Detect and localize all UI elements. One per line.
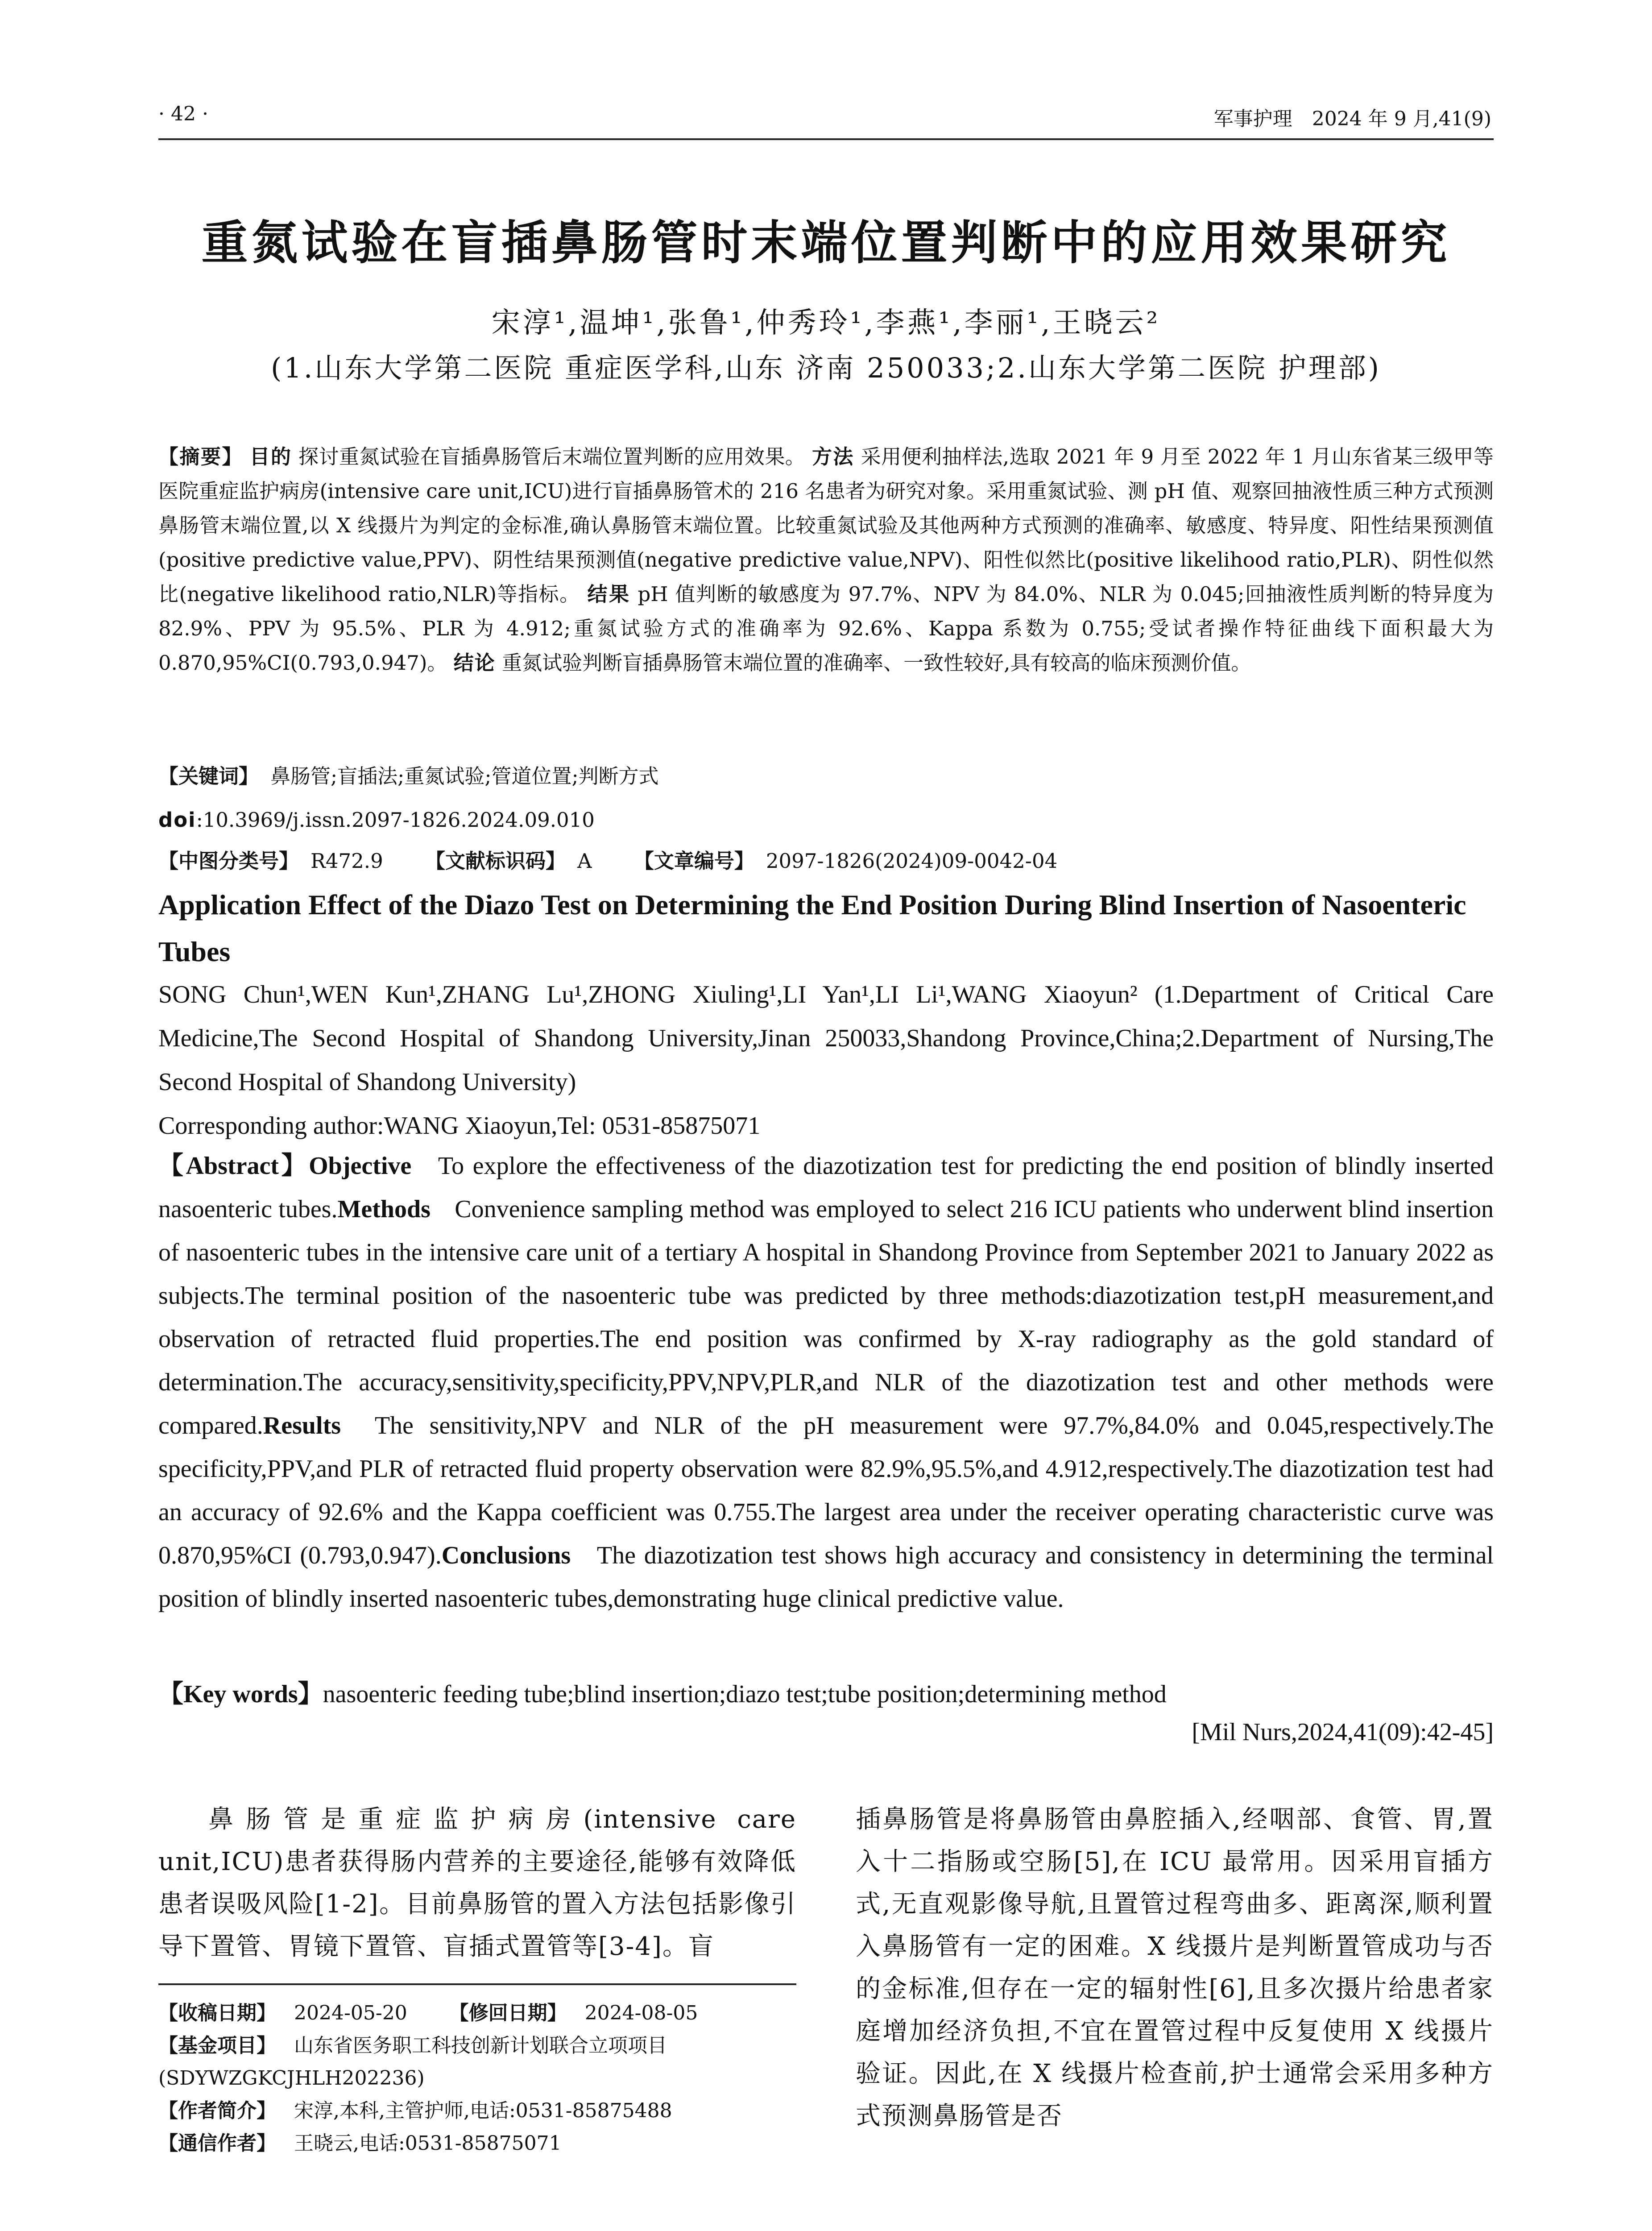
fund-label: 【基金项目】 [158,2034,276,2057]
objective-en-label: Objective [309,1152,412,1180]
clc-label: 【中图分类号】 [158,849,299,873]
conclusion-cn-label: 结论 [453,651,496,675]
citation: [Mil Nurs,2024,41(09):42-45] [1192,1718,1494,1746]
english-authors: SONG Chun¹,WEN Kun¹,ZHANG Lu¹,ZHONG Xiuling¹,LI Yan¹,LI Li¹,WANG Xiaoyun² (1.Department of Critical Care Medicine,The Second Hospital of Shandong University,Jinan 250033,Shandong Province,China;2.Department of Nursing,The Second Hospital of Shandong University) [158,981,1494,1096]
revised-date: 2024-08-05 [584,2002,698,2024]
fund-text: 山东省医务职工科技创新计划联合立项项目(SDYWZGKCJHLH202236) [158,2034,667,2090]
footnotes [158,1997,796,2160]
results-en: The sensitivity,NPV and NLR of the pH measurement were 97.7%,84.0% and 0.045,respectively.The specificity,PPV,and PLR of retracted fluid property observation were 82.9%,95.5%,and 4.912,respectively.The diazotization test had an accuracy of 92.6% and the Kappa coefficient was 0.755.The largest area under the receiver operating characteristic curve was 0.870,95%CI (0.793,0.947). [158,1412,1494,1569]
affiliation: (1.山东大学第二医院 重症医学科,山东 济南 250033;2.山东大学第二医院 护理部) [271,352,1381,384]
english-title: Application Effect of the Diazo Test on Determining the End Position During Blind Insertion of Nasoenteric Tubes [158,889,1466,967]
methods-cn: 采用便利抽样法,选取 2021 年 9 月至 2022 年 1 月山东省某三级甲等医院重症监护病房(intensive care unit,ICU)进行盲插鼻肠管术的 216 名患者为研究对象。采用重氮试验、测 pH 值、观察回抽液性质三种方式预测鼻肠管末端位置,以 X 线摄片为判定的金标准,确认鼻肠管末端位置。比较重氮试验及其他两种方式预测的准确率、敏感度、特异度、阳性结果预测值(positive predictive value,PPV)、阴性结果预测值(negative predictive value,NPV)、阳性似然比(positive likelihood ratio,PLR)、阴性似然比(negative likelihood ratio,NLR)等指标。 [158,445,1494,606]
header-rule [158,138,1494,140]
abstract-cn [158,440,1494,680]
objective-en: To explore the effectiveness of the diazotization test for predicting the end position of blindly inserted nasoenteric tubes. [158,1152,1494,1223]
revised-label: 【修回日期】 [449,2002,567,2024]
conclusions-en-label: Conclusions [441,1542,571,1569]
received-date: 2024-05-20 [294,2002,407,2024]
results-cn: pH 值判断的敏感度为 97.7%、NPV 为 84.0%、NLR 为 0.045;回抽液性质判断的特异度为 82.9%、PPV 为 95.5%、PLR 为 4.912;重氮试验方式的准确率为 92.6%、Kappa 系数为 0.755;受试者操作特征曲线下面积最大为 0.870,95%CI(0.793,0.947)。 [158,582,1494,675]
abstract-en-label: 【Abstract】 [158,1152,309,1180]
doi-label: doi [158,808,196,832]
author-bio-line [158,2094,796,2127]
received-label: 【收稿日期】 [158,2002,276,2024]
dates-line [158,1997,796,2029]
abstract-cn-label: 【摘要】 [158,445,243,469]
body-left-column: 鼻肠管是重症监护病房(intensive care unit,ICU)患者获得肠内营养的主要途径,能够有效降低患者误吸风险[1-2]。目前鼻肠管的置入方法包括影像引导下置管、胃镜下置管、盲插式置管等[3-4]。盲 [158,1805,796,1961]
corresponding-label: 【通信作者】 [158,2132,276,2155]
objective-cn: 探讨重氮试验在盲插鼻肠管后末端位置判断的应用效果。 [298,445,806,469]
conclusion-cn: 重氮试验判断盲插鼻肠管末端位置的准确率、一致性较好,具有较高的临床预测价值。 [502,651,1251,675]
doi-value: :10.3969/j.issn.2097-1826.2024.09.010 [196,808,595,832]
author-bio-text: 宋淳,本科,主管护师,电话:0531-85875488 [294,2099,672,2122]
clc-value: R472.9 [311,849,383,873]
abstract-en [158,1145,1494,1621]
body-right-column: 插鼻肠管是将鼻肠管由鼻腔插入,经咽部、食管、胃,置入十二指肠或空肠[5],在 ICU 最常用。因采用盲插方式,无直观影像导航,且置管过程弯曲多、距离深,顺利置入鼻肠管有一定的困难。X 线摄片是判断置管成功与否的金标准,但存在一定的辐射性[6],且多次摄片给患者家庭增加经济负担,不宜在置管过程中反复使用 X 线摄片验证。因此,在 X 线摄片检查前,护士通常会采用多种方式预测鼻肠管是否 [856,1805,1494,2131]
author-bio-label: 【作者简介】 [158,2099,276,2122]
journal-header: 军事护理 2024 年 9 月,41(9) [1213,108,1491,130]
methods-en-label: Methods [337,1195,431,1223]
corresponding-line [158,2127,796,2160]
results-en-label: Results [263,1412,341,1439]
methods-en: Convenience sampling method was employed to select 216 ICU patients who underwent blind insertion of nasoenteric tubes in the intensive care unit of a tertiary A hospital in Shandong Province from September 2021 to January 2022 as subjects.The terminal position of the nasoenteric tube was predicted by three methods:diazotization test,pH measurement,and observation of retracted fluid properties.The end position was confirmed by X-ray radiography as the gold standard of determination.The accuracy,sensitivity,specificity,PPV,NPV,PLR,and NLR of the diazotization test and other methods were compared. [158,1195,1494,1439]
article-number-value: 2097-1826(2024)09-0042-04 [766,849,1058,873]
classification-line [158,848,1057,875]
keywords-cn [158,763,659,790]
keywords-cn-text: 鼻肠管;盲插法;重氮试验;管道位置;判断方式 [270,764,659,788]
keywords-en-text: nasoenteric feeding tube;blind insertion;diazo test;tube position;determining method [323,1680,1167,1708]
doc-code-label: 【文献标识码】 [425,849,566,873]
article-number-label: 【文章编号】 [633,849,754,873]
corresponding-text: 王晓云,电话:0531-85875071 [294,2132,562,2155]
objective-cn-label: 目的 [249,445,292,469]
author-list: 宋淳¹,温坤¹,张鲁¹,仲秀玲¹,李燕¹,李丽¹,王晓云² [491,307,1161,340]
results-cn-label: 结果 [587,582,631,606]
doc-code-value: A [577,849,592,873]
english-authors-block [158,973,1494,1148]
keywords-en-label: 【Key words】 [158,1680,323,1708]
footnote-rule [158,1983,796,1985]
keywords-cn-label: 【关键词】 [158,764,259,788]
conclusions-en: The diazotization test shows high accuracy and consistency in determining the terminal position of blindly inserted nasoenteric tubes,demonstrating huge clinical predictive value. [158,1542,1494,1613]
methods-cn-label: 方法 [812,445,854,469]
fund-line [158,2029,796,2094]
corresponding-author: Corresponding author:WANG Xiaoyun,Tel: 0531-85875071 [158,1112,761,1140]
page-number: · 42 · [158,103,208,125]
doi-line [158,807,595,834]
article-title: 重氮试验在盲插鼻肠管时末端位置判断中的应用效果研究 [201,216,1451,270]
keywords-en [158,1674,1494,1710]
